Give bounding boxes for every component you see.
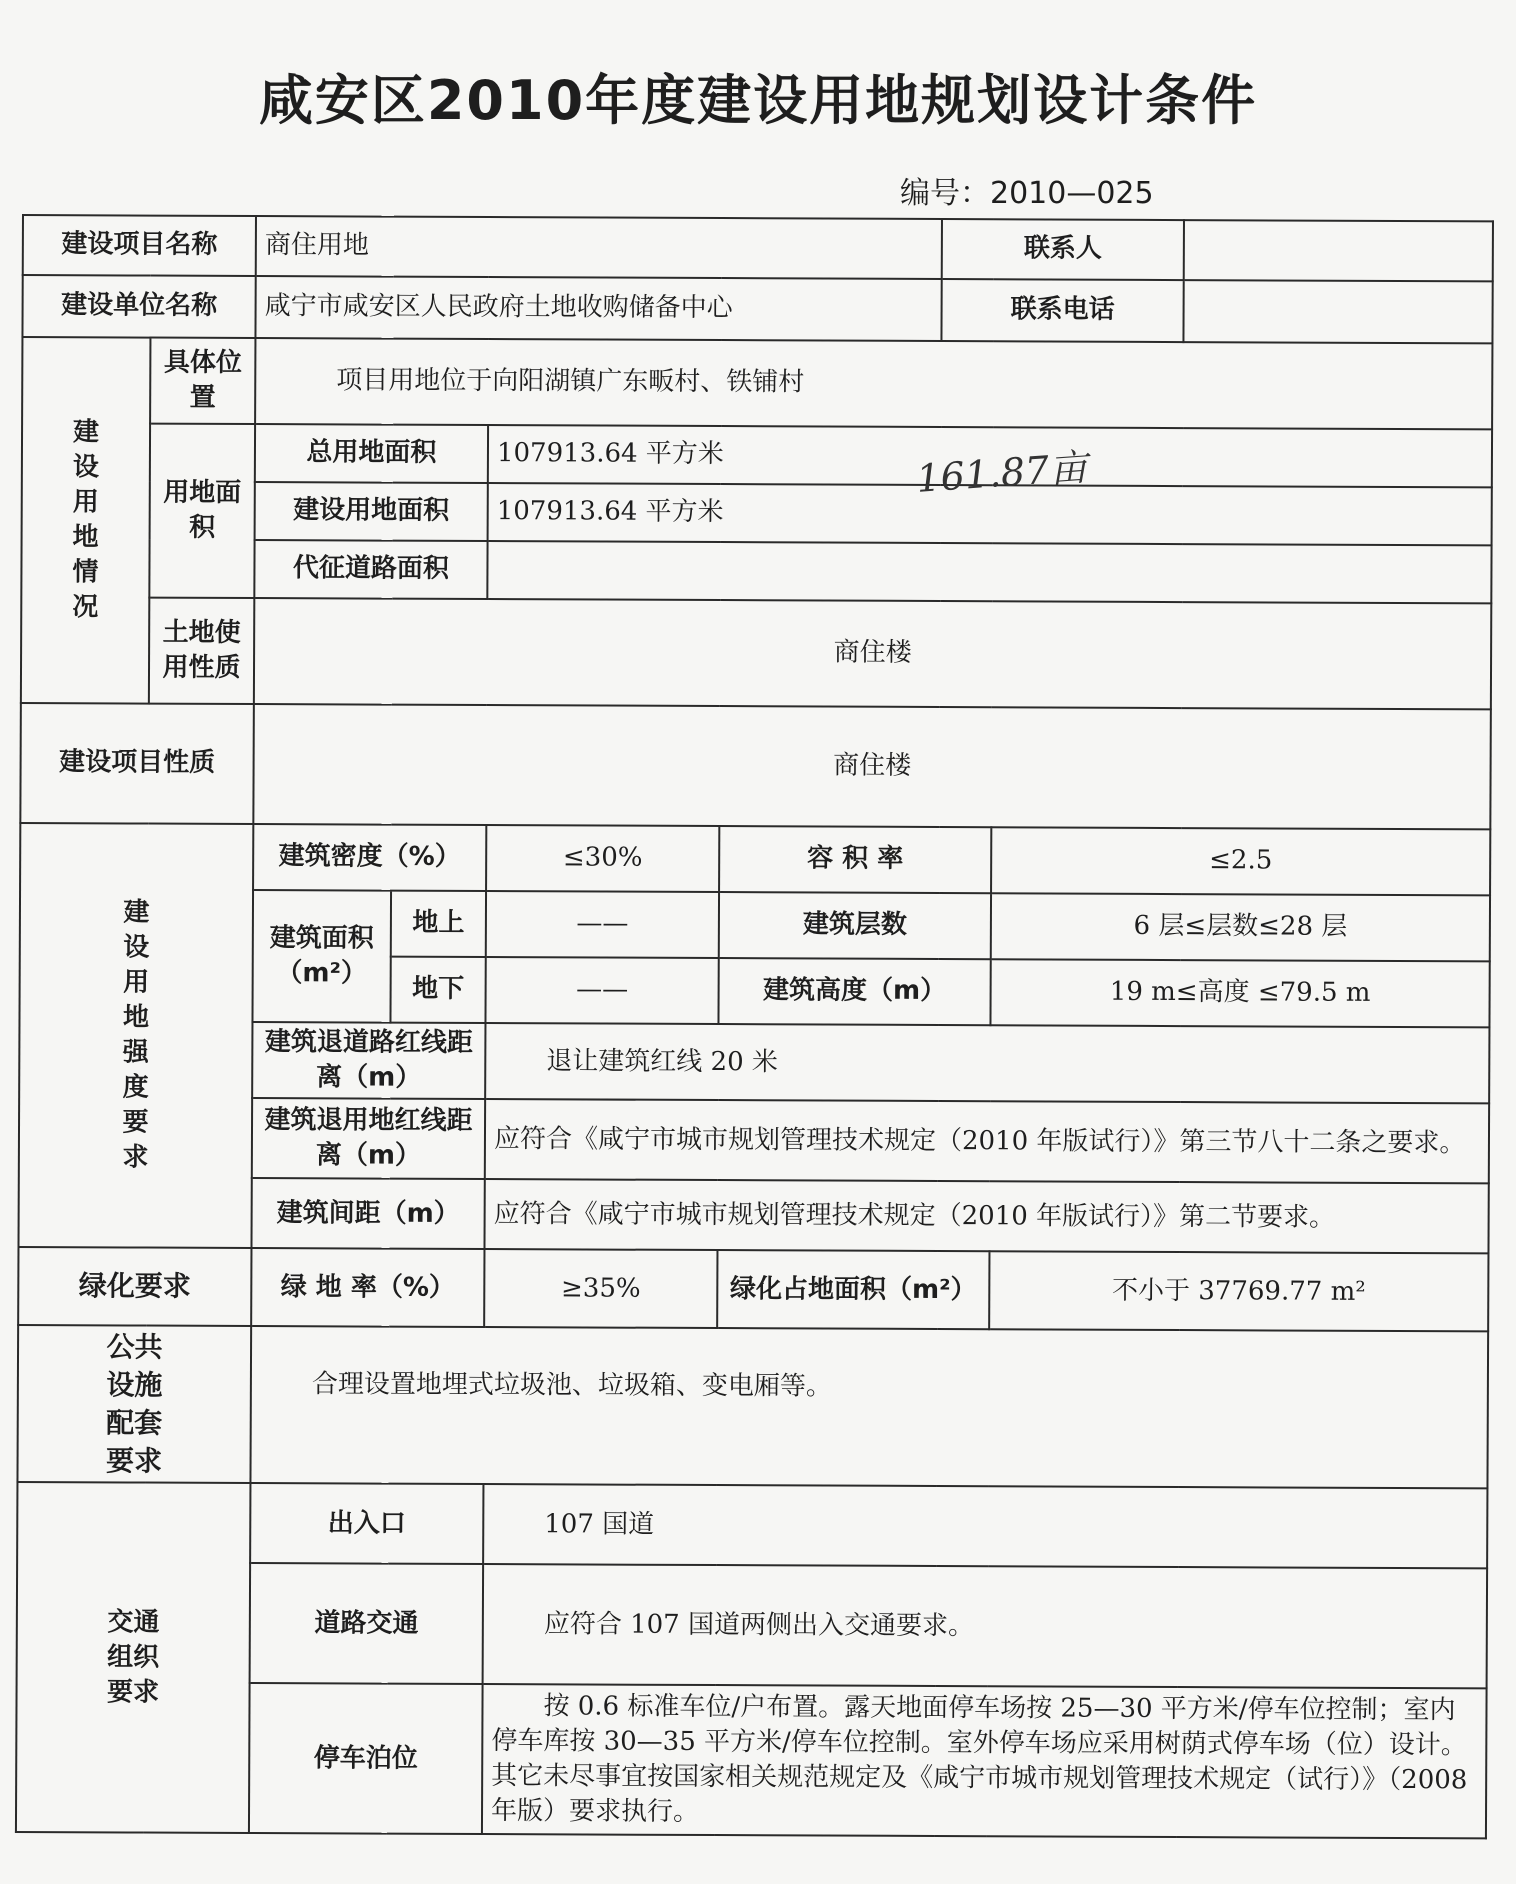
road-setback-value: 退让建筑红线 20 米 (485, 1023, 1489, 1104)
above-ground-label: 地上 (391, 891, 486, 957)
floors-value: 6 层≤层数≤28 层 (991, 893, 1490, 961)
land-setback-label: 建筑退用地红线距离（m） (252, 1098, 485, 1179)
project-nature-label: 建设项目性质 (20, 703, 254, 824)
total-area-value: 107913.64 平方米 (488, 425, 1492, 487)
floors-label: 建筑层数 (719, 892, 991, 959)
public-section-label (17, 1325, 251, 1483)
total-area-label: 总用地面积 (255, 424, 488, 483)
document-title: 咸安区2010年度建设用地规划设计条件 (258, 69, 1258, 132)
unit-name-label: 建设单位名称 (22, 275, 255, 338)
road-area-label: 代征道路面积 (254, 540, 487, 599)
build-area-value: 107913.64 平方米 (488, 483, 1492, 545)
handwritten-note: 161.87亩 (914, 445, 1089, 501)
contact-label: 联系人 (942, 219, 1184, 280)
land-section-text: 建设用地情况 (72, 416, 100, 623)
density-value: ≤30% (486, 825, 719, 892)
below-ground-value: —— (485, 957, 718, 1024)
green-section-label: 绿化要求 (18, 1247, 251, 1326)
entrance-label: 出入口 (250, 1483, 483, 1564)
land-setback-value: 应符合《咸宁市城市规划管理技术规定（2010 年版试行）》第三节八十二条之要求。 (485, 1099, 1489, 1183)
height-label: 建筑高度（m） (718, 958, 990, 1025)
green-rate-label: 绿 地 率（%） (251, 1248, 484, 1327)
floor-area-label: 建筑面积（m²） (252, 890, 391, 1023)
spacing-value: 应符合《咸宁市城市规划管理技术规定（2010 年版试行）》第二节要求。 (485, 1179, 1489, 1253)
density-label: 建筑密度（%） (253, 824, 486, 891)
far-label: 容 积 率 (719, 826, 991, 893)
far-value: ≤2.5 (991, 827, 1490, 895)
phone-value (1183, 280, 1492, 343)
contact-value (1184, 220, 1493, 281)
intensity-section-label (18, 823, 253, 1248)
below-ground-label: 地下 (390, 957, 485, 1023)
green-area-label: 绿化占地面积（m²） (717, 1250, 989, 1329)
unit-name-value: 咸宁市咸安区人民政府土地收购储备中心 (255, 276, 941, 341)
serial-number: 编号：2010—025 (900, 176, 1154, 211)
traffic-section-label (16, 1482, 251, 1833)
height-value: 19 m≤高度 ≤79.5 m (991, 959, 1490, 1027)
public-section-text: 公共设施配套要求 (105, 1330, 163, 1478)
intensity-section-text: 建设用地强度要求 (122, 897, 150, 1173)
land-use-label: 土地使用性质 (149, 598, 254, 704)
green-rate-value: ≥35% (484, 1249, 717, 1328)
entrance-value: 107 国道 (483, 1484, 1487, 1568)
above-ground-value: —— (486, 891, 719, 958)
spacing-label: 建筑间距（m） (252, 1178, 485, 1249)
road-setback-label: 建筑退道路红线距离（m） (252, 1022, 485, 1099)
parking-label: 停车泊位 (249, 1683, 483, 1834)
road-traffic-label: 道路交通 (250, 1563, 484, 1684)
green-area-value: 不小于 37769.77 m² (989, 1251, 1488, 1331)
land-use-value: 商住楼 (254, 598, 1491, 709)
public-facilities-value: 合理设置地埋式垃圾池、垃圾箱、变电厢等。 (250, 1326, 1488, 1489)
location-value: 项目用地位于向阳湖镇广东畈村、铁铺村 (255, 338, 1492, 429)
project-name-value: 商住用地 (256, 216, 942, 279)
road-area-value (487, 541, 1491, 603)
project-name-label: 建设项目名称 (23, 215, 256, 276)
parking-value: 按 0.6 标准车位/户布置。露天地面停车场按 25—30 平方米/停车位控制；室内停车库按 30—35 平方米/停车位控制。室外停车场应采用树荫式停车场（位）设计。其它未尽事宜按国家相关规范规定及《咸宁市城市规划管理技术规定（试行）》（2008 年版）要求执行。 (482, 1684, 1487, 1838)
road-traffic-value: 应符合 107 国道两侧出入交通要求。 (483, 1564, 1488, 1688)
project-nature-value: 商住楼 (253, 704, 1491, 829)
traffic-section-text: 交通组织要求 (106, 1607, 160, 1708)
land-area-label: 用地面积 (149, 424, 255, 598)
phone-label: 联系电话 (941, 279, 1183, 342)
build-area-label: 建设用地面积 (255, 482, 488, 541)
planning-conditions-table (15, 214, 1494, 1840)
location-label: 具体位置 (150, 338, 255, 424)
land-situation-section-label (21, 337, 151, 704)
